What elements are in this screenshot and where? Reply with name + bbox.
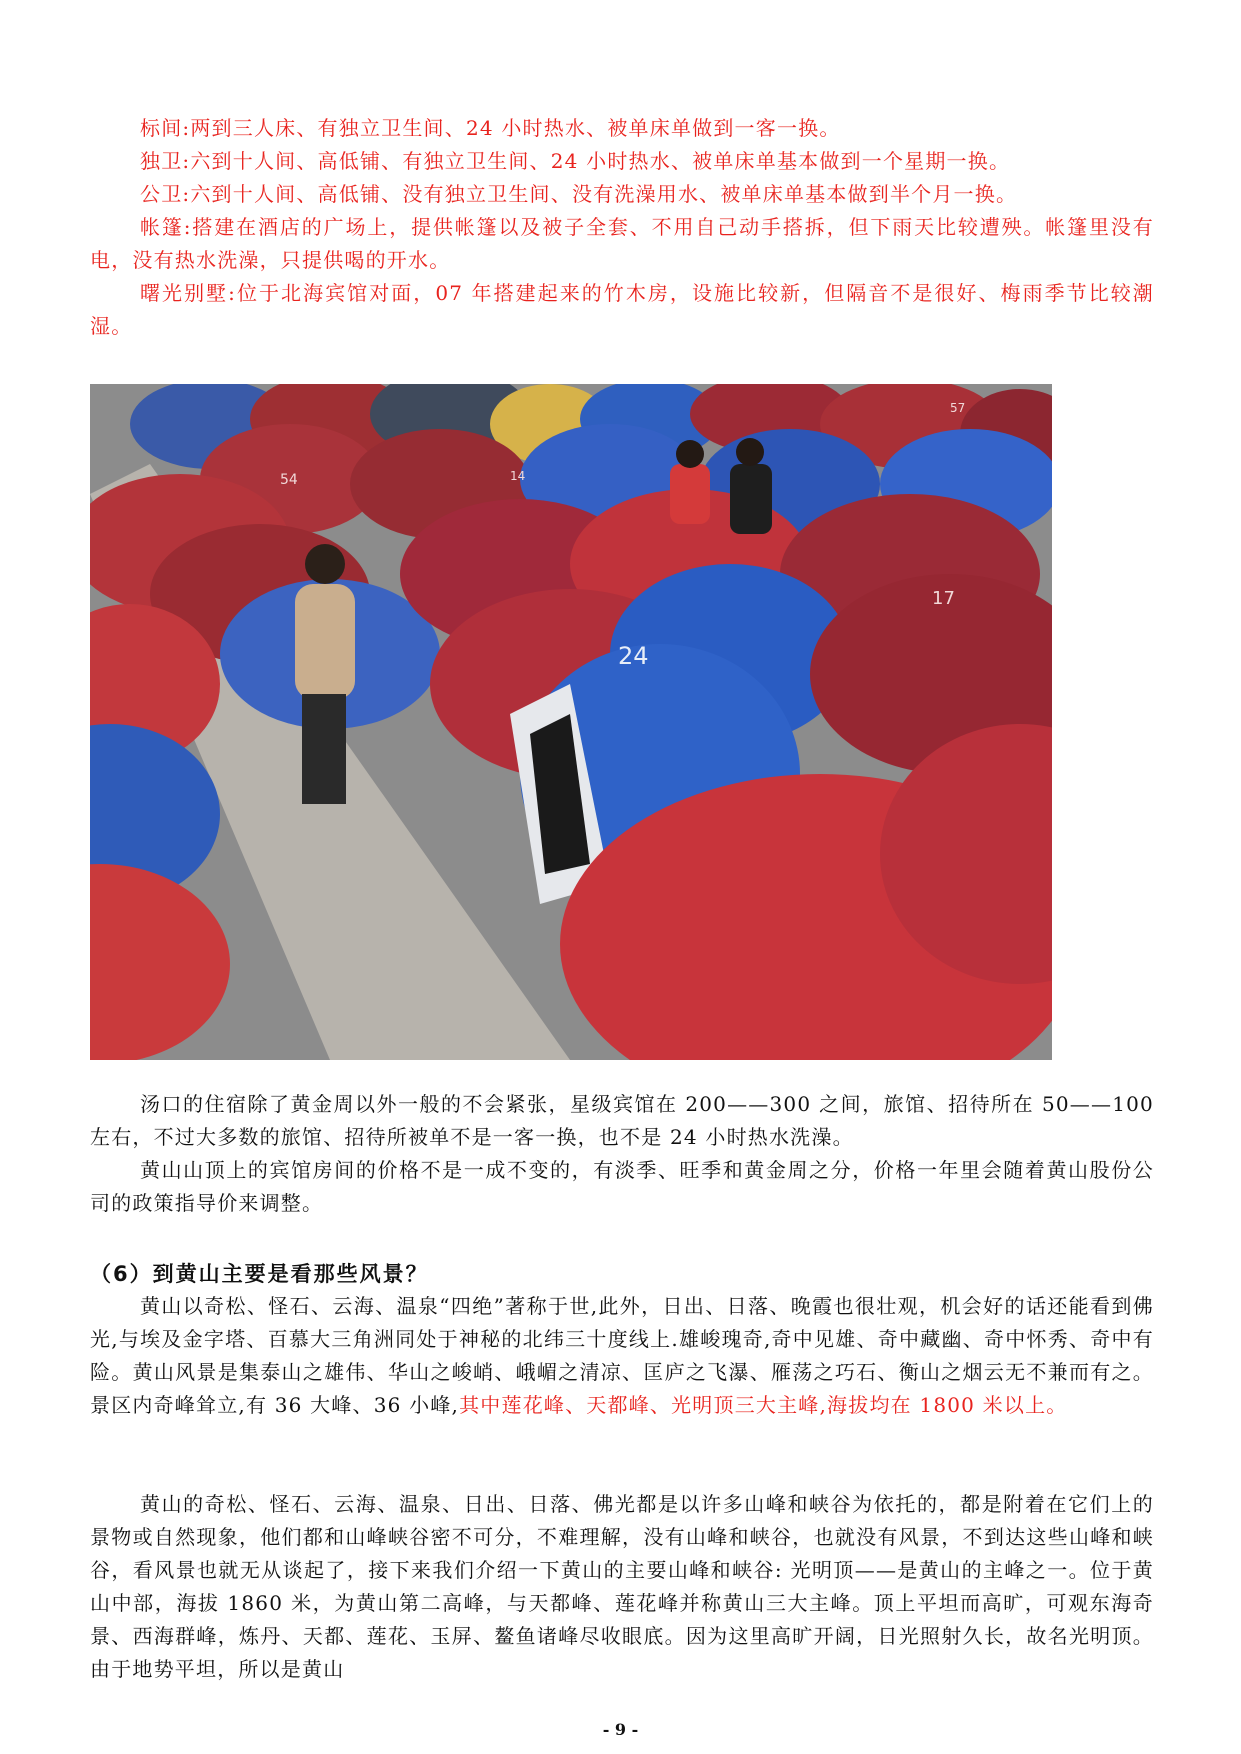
para-scenery-1: 黄山以奇松、怪石、云海、温泉“四绝”著称于世,此外，日出、日落、晚霞也很壮观，机会好的话还能看到佛光,与埃及金字塔、百慕大三角洲同处于神秘的北纬三十度线上.雄峻瑰奇,奇中见雄、奇中藏幽、奇中怀秀、奇中有险。黄山风景是集泰山之雄伟、华山之峻峭、峨嵋之清凉、匡庐之飞瀑、雁荡之巧石、衡山之烟云无不兼而有之。景区内奇峰耸立,有 36 大峰、36 小峰,其中莲花峰、天都峰、光明顶三大主峰,海拔均在 1800 米以上。 <box>90 1294 1154 1417</box>
para-lodging-2: 黄山山顶上的宾馆房间的价格不是一成不变的，有淡季、旺季和黄金周之分，价格一年里会随着黄山股份公司的政策指导价来调整。 <box>90 1158 1154 1215</box>
page-number: - 9 - <box>602 1720 639 1739</box>
main-peaks-highlight: 其中莲花峰、天都峰、光明顶三大主峰,海拔均在 1800 米以上。 <box>459 1393 1068 1417</box>
room-type-shared-bath: 公卫:六到十人间、高低铺、没有独立卫生间、没有洗澡用水、被单床单基本做到半个月一换。 <box>140 182 1018 206</box>
tent-number-54: 54 <box>280 472 298 488</box>
tent-number-17: 17 <box>932 588 955 609</box>
tent-camp-photo <box>90 384 1052 1060</box>
room-type-standard: 标间:两到三人床、有独立卫生间、24 小时热水、被单床单做到一客一换。 <box>140 116 841 140</box>
para-scenery-2: 黄山的奇松、怪石、云海、温泉、日出、日落、佛光都是以许多山峰和峡谷为依托的，都是附着在它们上的景物或自然现象，他们都和山峰峡谷密不可分，不难理解，没有山峰和峡谷，也就没有风景，不到达这些山峰和峡谷，看风景也就无从谈起了，接下来我们介绍一下黄山的主要山峰和峡谷: 光明顶——是黄山的主峰之一。位于黄山中部，海拔 1860 米，为黄山第二高峰，与天都峰、莲花峰并称黄山三大主峰。顶上平坦而高旷，可观东海奇景、西海群峰，炼丹、天都、莲花、玉屏、鳌鱼诸峰尽收眼底。因为这里高旷开阔，日光照射久长，故名光明顶。由于地势平坦，所以是黄山 <box>90 1492 1154 1681</box>
section-heading: （6）到黄山主要是看那些风景？ <box>90 1262 429 1286</box>
tent-number-24: 24 <box>618 642 649 670</box>
para-lodging-1: 汤口的住宿除了黄金周以外一般的不会紧张，星级宾馆在 200——300 之间，旅馆、招待所在 50——100 左右，不过大多数的旅馆、招待所被单不是一客一换，也不是 24 小时热水洗澡。 <box>90 1092 1154 1149</box>
room-type-private-bath: 独卫:六到十人间、高低铺、有独立卫生间、24 小时热水、被单床单基本做到一个星期一换。 <box>140 149 1011 173</box>
tent-camp-illustration <box>90 384 1052 1060</box>
tent-number-14: 14 <box>510 469 526 483</box>
room-type-tent: 帐篷:搭建在酒店的广场上，提供帐篷以及被子全套、不用自己动手搭拆，但下雨天比较遭殃。帐篷里没有电，没有热水洗澡，只提供喝的开水。 <box>90 215 1154 272</box>
room-type-villa: 曙光别墅:位于北海宾馆对面，07 年搭建起来的竹木房，设施比较新，但隔音不是很好、梅雨季节比较潮湿。 <box>90 281 1154 338</box>
tent-number-57: 57 <box>950 401 966 415</box>
